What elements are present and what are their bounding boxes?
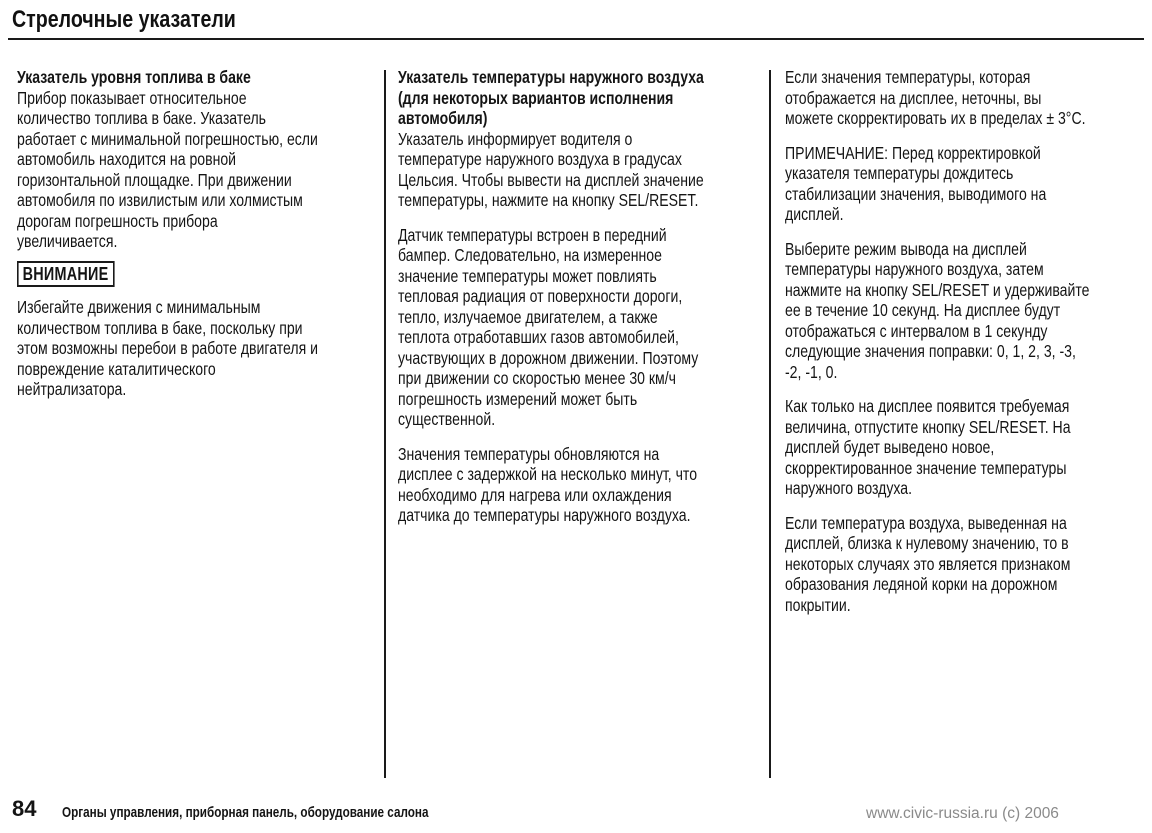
text-line: -2, -1, 0.	[785, 361, 838, 382]
text-line: этом возможны перебои в работе двигателя и	[17, 338, 318, 358]
text-line: ее в течение 10 секунд. На дисплее будут	[785, 300, 1061, 320]
text-line: погрешность измерений может быть	[398, 388, 638, 409]
text-line: Цельсия. Чтобы вывести на дисплей значение	[398, 169, 704, 190]
text-line: температуры, нажмите на кнопку SEL/RESET.	[398, 190, 699, 210]
column-temp-correction	[785, 67, 1150, 615]
correction-paragraph-1	[785, 67, 1086, 129]
text-line: температуре наружного воздуха в градусах	[398, 149, 682, 169]
correction-paragraph-2	[785, 238, 1090, 383]
outside-temp-paragraph-2	[398, 224, 699, 430]
note-paragraph	[785, 143, 1077, 225]
text-line: количество топлива в баке. Указатель	[17, 108, 267, 128]
page-title-wrap	[12, 5, 342, 37]
text-line: существенной.	[398, 409, 496, 429]
text-line: нейтрализатора.	[17, 379, 127, 399]
text-line: отображается на дисплее, неточны, вы	[785, 87, 1042, 108]
text-line: Указатель информирует водителя о	[398, 128, 633, 149]
column-divider-1	[384, 70, 386, 778]
text-line: величина, отпустите кнопку SEL/RESET. На	[785, 416, 1071, 437]
text-line: нажмите на кнопку SEL/RESET и удерживайте	[785, 279, 1090, 300]
fuel-gauge-heading: Указатель уровня топлива в баке	[17, 67, 251, 87]
outside-temp-paragraph-3	[398, 443, 698, 526]
text-line: Выберите режим вывода на дисплей	[785, 238, 1027, 259]
page-number: 84	[12, 796, 37, 821]
text-line: тепловая радиация от поверхности дороги,	[398, 286, 683, 306]
text-line: увеличивается.	[17, 231, 118, 251]
text-line: (для некоторых вариантов исполнения	[398, 87, 674, 108]
column-outside-temp	[398, 67, 763, 526]
text-line: дорогам погрешность прибора	[17, 210, 218, 231]
text-line: дисплей, близка к нулевому значению, то в	[785, 533, 1069, 553]
text-line: дисплей.	[785, 204, 844, 224]
watermark: www.civic-russia.ru (c) 2006	[866, 805, 1059, 822]
text-line: участвующих в дорожном движении. Поэтому	[398, 347, 699, 368]
text-line: датчика до температуры наружного воздуха.	[398, 505, 691, 525]
warning-paragraph	[17, 297, 318, 400]
text-line: теплота отработавших газов автомобилей,	[398, 327, 679, 347]
text-line: стабилизации значения, выводимого на	[785, 183, 1047, 204]
text-line: Указатель температуры наружного воздуха	[398, 67, 704, 87]
text-line: работает с минимальной погрешностью, если	[17, 128, 318, 149]
text-line: следующие значения поправки: 0, 1, 2, 3, -3,	[785, 341, 1076, 361]
text-line: при движении со скоростью менее 30 км/ч	[398, 368, 676, 388]
text-line: температуры наружного воздуха, затем	[785, 259, 1044, 279]
outside-temp-paragraph-1	[398, 128, 704, 211]
text-line: значение температуры может повлиять	[398, 265, 657, 286]
outside-temp-heading	[398, 67, 704, 129]
text-line: необходимо для нагрева или охлаждения	[398, 484, 672, 505]
page-title: Стрелочные указатели	[12, 6, 236, 33]
text-line: дисплее с задержкой на несколько минут, что	[398, 464, 698, 484]
text-line: Как только на дисплее появится требуемая	[785, 396, 1070, 416]
text-line: количеством топлива в баке, поскольку при	[17, 317, 303, 338]
text-line: образования ледяной корки на дорожном	[785, 574, 1058, 594]
text-line: Избегайте движения с минимальным	[17, 297, 261, 317]
text-line: повреждение каталитического	[17, 358, 216, 379]
text-line: указателя температуры дождитесь	[785, 163, 1014, 183]
text-line: Если температура воздуха, выведенная на	[785, 512, 1067, 533]
text-line: Если значения температуры, которая	[785, 67, 1031, 87]
text-line: покрытии.	[785, 594, 851, 615]
ice-warning-paragraph	[785, 513, 1077, 616]
text-line: отображаться с интервалом в 1 секунду	[785, 320, 1048, 341]
text-line: скорректированное значение температуры	[785, 457, 1067, 478]
footer-section-wrap	[62, 804, 522, 824]
column-divider-2	[769, 70, 771, 778]
text-line: дисплей будет выведено новое,	[785, 437, 995, 457]
text-line: бампер. Следовательно, на измеренное	[398, 245, 662, 265]
text-line: Значения температуры обновляются на	[398, 443, 660, 464]
text-line: ПРИМЕЧАНИЕ: Перед корректировкой	[785, 142, 1041, 163]
warning-box	[17, 261, 115, 288]
text-line: автомобиля)	[398, 108, 488, 128]
text-line: можете скорректировать их в пределах ± 3°С.	[785, 108, 1086, 128]
text-line: наружного воздуха.	[785, 478, 913, 498]
footer-section-title: Органы управления, приборная панель, оборудование салона	[62, 804, 429, 821]
text-line: автомобиля по извилистым или холмистым	[17, 190, 303, 210]
correction-paragraph-3	[785, 396, 1077, 499]
warning-label: ВНИМАНИЕ	[22, 263, 109, 284]
text-line: некоторых случаях это является признаком	[785, 553, 1071, 574]
title-rule	[8, 38, 1144, 40]
text-line: тепло, излучаемое двигателем, а также	[398, 306, 658, 327]
text-line: автомобиль находится на ровной	[17, 149, 237, 169]
column-fuel-gauge	[17, 67, 382, 400]
text-line: горизонтальной площадке. При движении	[17, 169, 292, 190]
text-line: Прибор показывает относительное	[17, 87, 247, 108]
fuel-gauge-paragraph	[17, 87, 318, 252]
text-line: Датчик температуры встроен в передний	[398, 224, 667, 245]
